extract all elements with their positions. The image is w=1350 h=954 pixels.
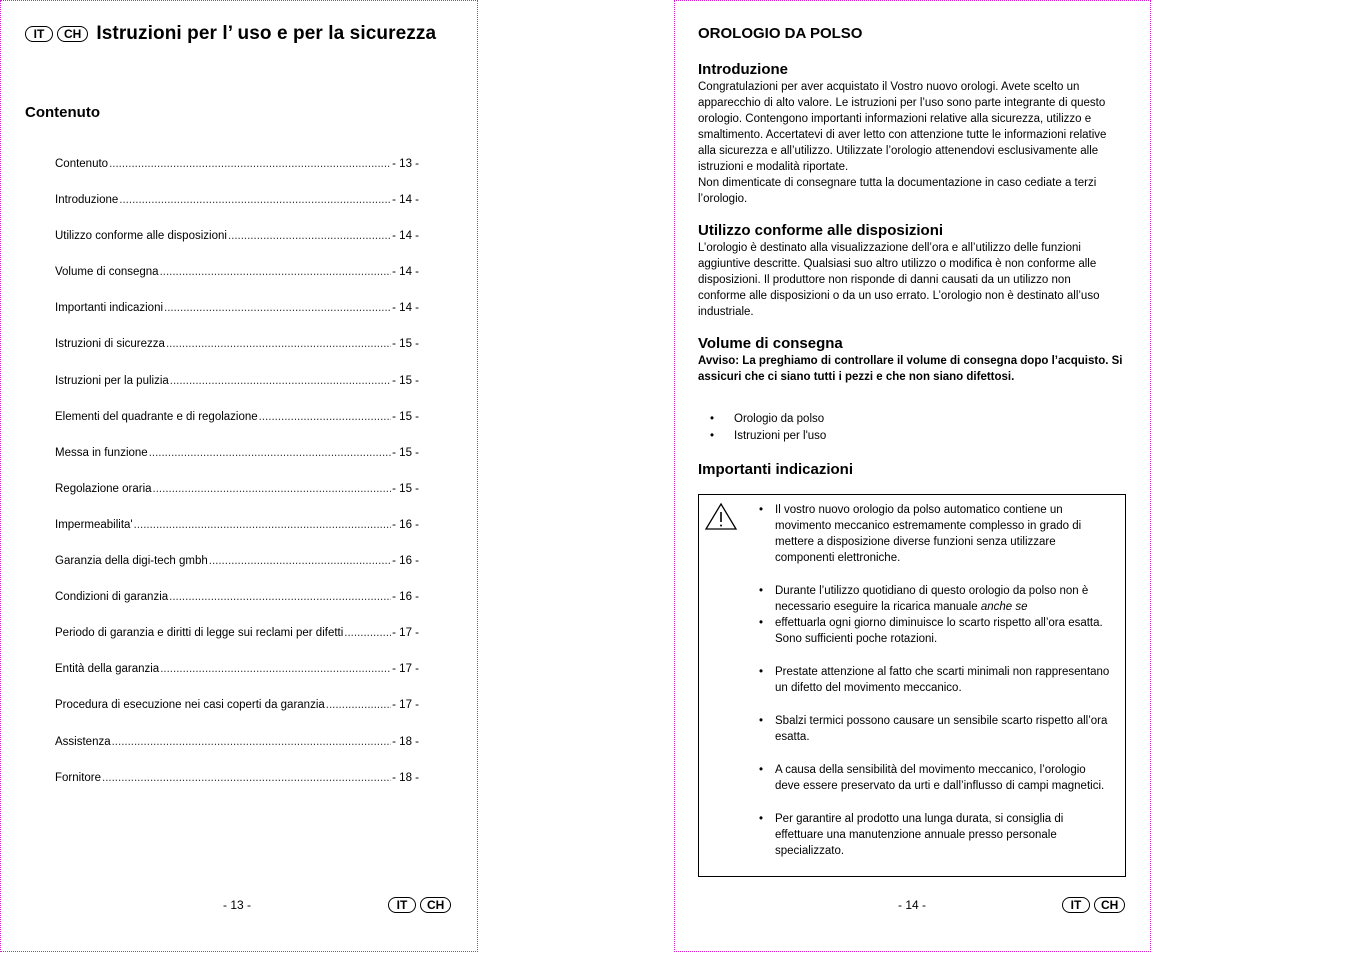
page-number: - 13 -: [223, 898, 252, 912]
lang-badge-it: IT: [388, 897, 416, 913]
warning-item: [759, 583, 1115, 615]
toc-dot-leader: [209, 555, 391, 567]
toc-entry-label: Fornitore: [55, 771, 102, 784]
document-title: OROLOGIO DA POLSO: [698, 25, 863, 42]
footer-language-badges: [1062, 897, 1125, 913]
warning-item-line: specializzato.: [775, 845, 845, 857]
toc-entry[interactable]: [55, 591, 419, 627]
delivery-item: • Orologio da polso: [698, 411, 1126, 428]
toc-entry-page: - 13 -: [392, 158, 419, 170]
warning-item-line: effettuarla ogni giorno diminuisce lo scarto rispetto all’ora esatta.: [775, 617, 1103, 629]
toc-entry-page: - 16 -: [392, 555, 419, 568]
warning-item: [759, 502, 1115, 566]
toc-dot-leader: [326, 699, 391, 711]
page-number: - 14 -: [898, 898, 927, 912]
toc-entry-label: Messa in funzione: [55, 446, 148, 459]
page-title: Istruzioni per l’ uso e per la sicurezza: [96, 23, 437, 44]
delivery-notice-line: assicuri che ci siano tutti i pezzi e che non siano difettosi.: [698, 371, 1015, 383]
language-badges: [25, 26, 88, 42]
toc-dot-leader: [134, 519, 392, 531]
warning-item-line: mettere a disposizione diverse funzioni senza utilizzare: [775, 536, 1056, 548]
toc-entry-label: Garanzia della digi-tech gmbh: [55, 555, 208, 568]
warning-item: [759, 664, 1115, 696]
toc-dot-leader: [169, 591, 391, 603]
toc-entry-page: - 14 -: [392, 230, 419, 243]
intro-heading: Introduzione: [698, 61, 788, 78]
delivery-notice-line: Avviso: La preghiamo di controllare il volume di consegna dopo l’acquisto. Si: [698, 355, 1123, 367]
warning-item: [759, 811, 1115, 859]
toc-dot-leader: [160, 663, 391, 675]
warning-item-line: deve essere preservato da urti e dall’influsso di campi magnetici.: [775, 780, 1105, 792]
warning-item-line: esatta.: [775, 731, 810, 743]
intro-line: istruzioni e modalità riportate.: [698, 161, 849, 173]
toc-entry-label: Contenuto: [55, 158, 109, 170]
intro-line: orologio. Contengono importanti informazioni relative alla sicurezza, utilizzo e: [698, 113, 1092, 125]
warning-item-line: Sbalzi termici possono causare un sensibile scarto rispetto all’ora: [775, 715, 1108, 727]
toc-entry-page: - 17 -: [392, 663, 419, 676]
toc-entry-page: - 15 -: [392, 374, 419, 387]
lang-badge-it: IT: [25, 26, 53, 42]
intro-line: smaltimento. Accertatevi di aver letto con attenzione tutte le informazioni relative: [698, 129, 1107, 141]
toc-entry-label: Regolazione oraria: [55, 482, 152, 495]
intended-use-line: disposizioni. Il produttore non risponde di danni causati da un utilizzo non: [698, 274, 1071, 286]
warning-item-line: Prestate attenzione al fatto che scarti minimali non rappresentano: [775, 666, 1110, 678]
delivery-item: • Istruzioni per l'uso: [698, 428, 1126, 445]
intended-use-paragraph: [698, 240, 1126, 320]
toc-entry-label: Impermeabilita': [55, 518, 133, 531]
warning-item-line: componenti elettroniche.: [775, 552, 901, 564]
warning-item: [759, 762, 1115, 794]
toc-entry[interactable]: [55, 483, 419, 519]
toc-entry-label: Condizioni di garanzia: [55, 591, 169, 604]
toc-dot-leader: [166, 338, 391, 350]
warning-triangle-icon: [704, 501, 738, 536]
toc-entry-label: Introduzione: [55, 194, 119, 207]
toc-dot-leader: [149, 447, 391, 459]
toc-entry[interactable]: [55, 230, 419, 266]
delivery-heading: Volume di consegna: [698, 335, 843, 352]
toc-dot-leader: [160, 266, 392, 278]
toc-entry-page: - 16 -: [392, 591, 419, 604]
toc-entry-label: Utilizzo conforme alle disposizioni: [55, 230, 227, 243]
toc-dot-leader: [112, 736, 392, 748]
toc-entry-page: - 15 -: [392, 410, 419, 423]
intro-line: l’orologio.: [698, 193, 748, 205]
warning-item-italic: anche se: [980, 601, 1028, 613]
toc-entry[interactable]: [55, 663, 419, 699]
toc-entry-label: Importanti indicazioni: [55, 302, 164, 315]
warning-item-line: Durante l’utilizzo quotidiano di questo orologio da polso non è: [775, 585, 1089, 597]
lang-badge-it: IT: [1062, 897, 1090, 913]
toc-entry-page: - 16 -: [392, 518, 419, 531]
toc-entry[interactable]: [55, 699, 419, 735]
warning-item-line: Il vostro nuovo orologio da polso automatico contiene un: [775, 504, 1063, 516]
intended-use-line: L’orologio è destinato alla visualizzazione dell’ora e all’utilizzo delle funzioni: [698, 242, 1081, 254]
toc-dot-leader: [228, 230, 391, 242]
toc-entry-page: - 14 -: [392, 194, 419, 207]
intro-paragraph: [698, 79, 1126, 207]
intended-use-line: aggiuntive descritte. Qualsiasi suo altro utilizzo o modifica è non conforme alle: [698, 258, 1097, 270]
page-right: [674, 0, 1151, 952]
toc-entry[interactable]: [55, 736, 419, 772]
warning-item-line: necessario eseguire la ricarica manuale: [775, 601, 981, 613]
table-of-contents: [55, 158, 419, 808]
toc-entry[interactable]: [55, 411, 419, 447]
toc-entry[interactable]: [55, 375, 419, 411]
toc-entry-page: - 18 -: [392, 771, 419, 784]
toc-entry[interactable]: [55, 158, 419, 194]
toc-entry-page: - 15 -: [392, 482, 419, 495]
toc-entry-label: Istruzioni per la pulizia: [55, 374, 169, 387]
intended-use-heading: Utilizzo conforme alle disposizioni: [698, 222, 944, 239]
lang-badge-ch: CH: [420, 897, 451, 913]
warning-item-line: un difetto del movimento meccanico.: [775, 682, 962, 694]
important-heading: Importanti indicazioni: [698, 461, 854, 478]
toc-entry-page: - 17 -: [392, 699, 419, 712]
intro-line: alla sicurezza e all’utilizzo. Utilizzate l’orologio attenendovi esclusivamente alle: [698, 145, 1099, 157]
toc-dot-leader: [259, 411, 391, 423]
toc-heading: Contenuto: [25, 104, 100, 121]
page-content: [698, 25, 1126, 479]
toc-entry-label: Elementi del quadrante e di regolazione: [55, 410, 258, 423]
toc-entry-label: Periodo di garanzia e diritti di legge sui reclami per difetti: [55, 627, 344, 640]
lang-badge-ch: CH: [57, 26, 88, 42]
toc-dot-leader: [164, 302, 391, 314]
warning-list: [759, 502, 1115, 859]
intro-line: Congratulazioni per aver acquistato il Vostro nuovo orologi. Avete scelto un: [698, 81, 1080, 93]
intended-use-line: industriale.: [698, 306, 754, 318]
toc-entry[interactable]: [55, 447, 419, 483]
warning-item: [759, 713, 1115, 745]
toc-entry[interactable]: [55, 338, 419, 374]
toc-entry-label: Procedura di esecuzione nei casi coperti da garanzia: [55, 699, 325, 712]
warning-item-line: Per garantire al prodotto una lunga durata, si consiglia di: [775, 813, 1064, 825]
delivery-list: [698, 411, 1126, 445]
toc-entry-page: - 17 -: [392, 627, 419, 640]
toc-entry[interactable]: [55, 555, 419, 591]
toc-entry-label: Volume di consegna: [55, 266, 159, 279]
toc-entry[interactable]: [55, 627, 419, 663]
toc-entry[interactable]: [55, 772, 419, 808]
warning-item-line: Sono sufficienti poche rotazioni.: [775, 633, 938, 645]
toc-entry-page: - 14 -: [392, 302, 419, 315]
toc-entry[interactable]: [55, 302, 419, 338]
toc-entry-page: - 14 -: [392, 266, 419, 279]
toc-entry[interactable]: [55, 519, 419, 555]
toc-entry-label: Assistenza: [55, 735, 111, 748]
warning-item: [759, 615, 1115, 647]
toc-dot-leader: [170, 375, 391, 387]
toc-dot-leader: [102, 772, 391, 784]
lang-badge-ch: CH: [1094, 897, 1125, 913]
footer-language-badges: [388, 897, 451, 913]
toc-entry-label: Entità della garanzia: [55, 663, 160, 676]
toc-entry-page: - 18 -: [392, 735, 419, 748]
toc-entry-label: Istruzioni di sicurezza: [55, 338, 165, 351]
warning-item-line: A causa della sensibilità del movimento meccanico, l’orologio: [775, 764, 1086, 776]
page-header: [25, 23, 436, 45]
page-left: [0, 0, 478, 952]
toc-entry-page: - 15 -: [392, 446, 419, 459]
intended-use-line: conforme alle disposizioni o da un uso errato. L’orologio non è destinato all’uso: [698, 290, 1100, 302]
warning-item-line: effettuare una manutenzione annuale presso personale: [775, 829, 1057, 841]
intro-line: Non dimenticate di consegnare tutta la documentazione in caso cediate a terzi: [698, 177, 1097, 189]
warning-item-line: movimento meccanico estremamente complesso in grado di: [775, 520, 1082, 532]
toc-dot-leader: [119, 194, 391, 206]
toc-entry-page: - 15 -: [392, 338, 419, 351]
intro-line: apparecchio di alto valore. Le istruzioni per l’uso sono parte integrante di questo: [698, 97, 1106, 109]
toc-entry[interactable]: [55, 266, 419, 302]
toc-dot-leader: [153, 483, 392, 495]
toc-dot-leader: [109, 158, 391, 170]
delivery-notice: [698, 353, 1126, 385]
warning-box: [698, 494, 1126, 877]
toc-dot-leader: [344, 627, 391, 639]
toc-entry[interactable]: [55, 194, 419, 230]
